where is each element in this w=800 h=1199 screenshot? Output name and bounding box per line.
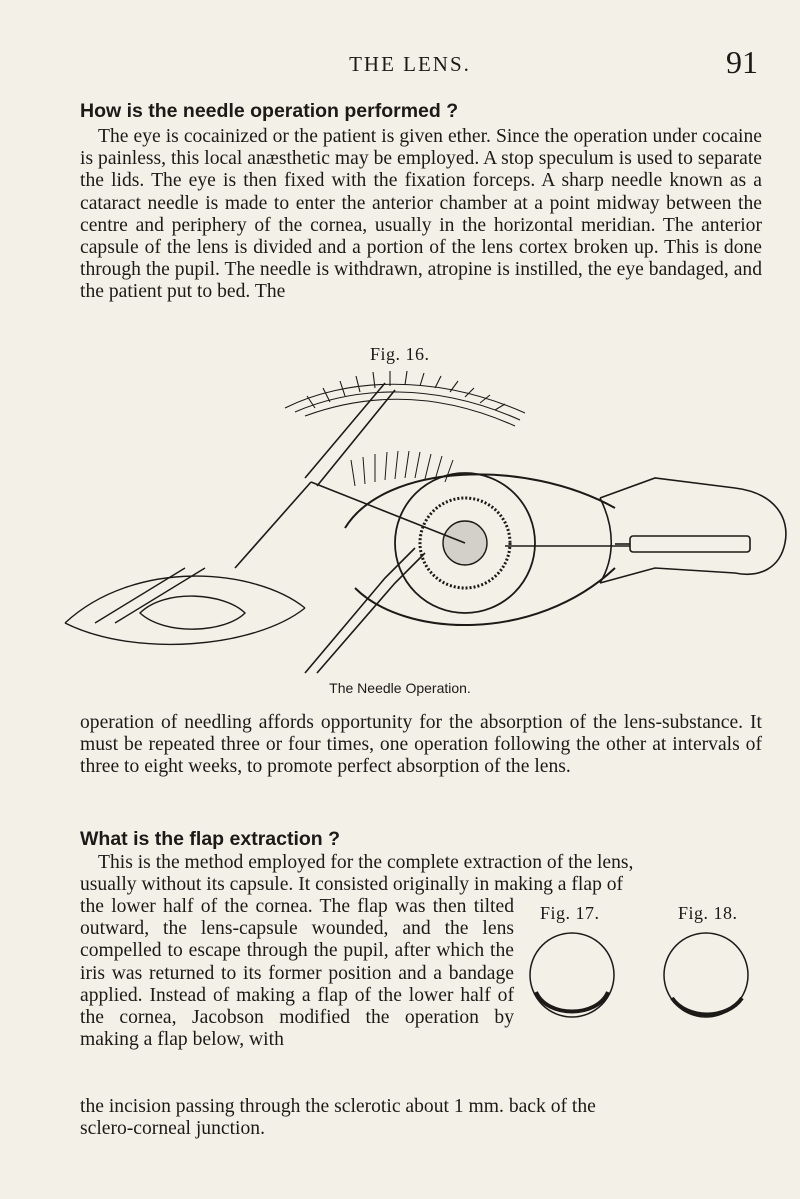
flap-wrapped-paragraph: the lower half of the cornea. The flap was then tilted outward, the lens-capsule wounded, and the lens compelled to escape through the pupil, after which the iris was returned to its former position and a bandage applied. Instead of making a flap of the lower half of the cornea, Jacobson modified the operation by making a flap below, with (80, 896, 514, 1051)
flap-line-1: This is the method employed for the complete extraction of the lens, (98, 852, 634, 873)
upper-eyelashes (351, 451, 453, 486)
side-view-eye (65, 568, 305, 644)
flap-line-2: usually without its capsule. It consisted originally in making a flap of (80, 874, 624, 895)
lower-eyelid (355, 568, 615, 625)
flap-line-last-2: sclero-corneal junction. (80, 1118, 265, 1139)
figure-17-18-illustrations (522, 920, 762, 1030)
flap-line-last-1: the incision passing through the sclerotic about 1 mm. back of the (80, 1096, 596, 1117)
figure-18-label: Fig. 18. (678, 903, 738, 923)
section-heading-needle-operation: How is the needle operation performed ? (80, 100, 459, 122)
page-number: 91 (726, 44, 758, 80)
figure-16-label: Fig. 16. (370, 344, 430, 364)
section-heading-flap-extraction: What is the flap extraction ? (80, 828, 341, 850)
speculum (600, 478, 786, 583)
running-head (60, 44, 760, 84)
figure-17-label: Fig. 17. (540, 903, 600, 923)
upper-eyelid (345, 474, 615, 528)
needle-operation-illustration (55, 368, 800, 678)
cataract-needle (235, 383, 465, 568)
eyebrow-hatching (285, 371, 525, 426)
figure-17-incision-diagram (530, 933, 614, 1017)
running-title: THE LENS. (349, 52, 471, 76)
figure-18-incision-diagram (664, 933, 748, 1017)
paragraph-needle-operation: The eye is cocainized or the patient is given ether. Since the operation under cocaine is painless, this local anæsthetic may be employed. A stop speculum is used to separate the lids. The eye is then fixed with the fixation forceps. A sharp needle known as a cataract needle is made to enter the anterior chamber at a point midway between the centre and periphery of the cornea, usually in the horizontal meridian. The anterior capsule of the lens is divided and a portion of the lens cortex broken up. This is done through the pupil. The needle is withdrawn, atropine is instilled, the eye bandaged, and the patient put to bed. The (80, 126, 762, 303)
paragraph-needle-continued: operation of needling affords opportunity for the absorption of the lens-substance. It must be repeated three or four times, one operation following the other at intervals of three to eight weeks, to promote perfect absorption of the lens. (80, 712, 762, 778)
figure-16-caption: The Needle Operation. (329, 680, 471, 696)
